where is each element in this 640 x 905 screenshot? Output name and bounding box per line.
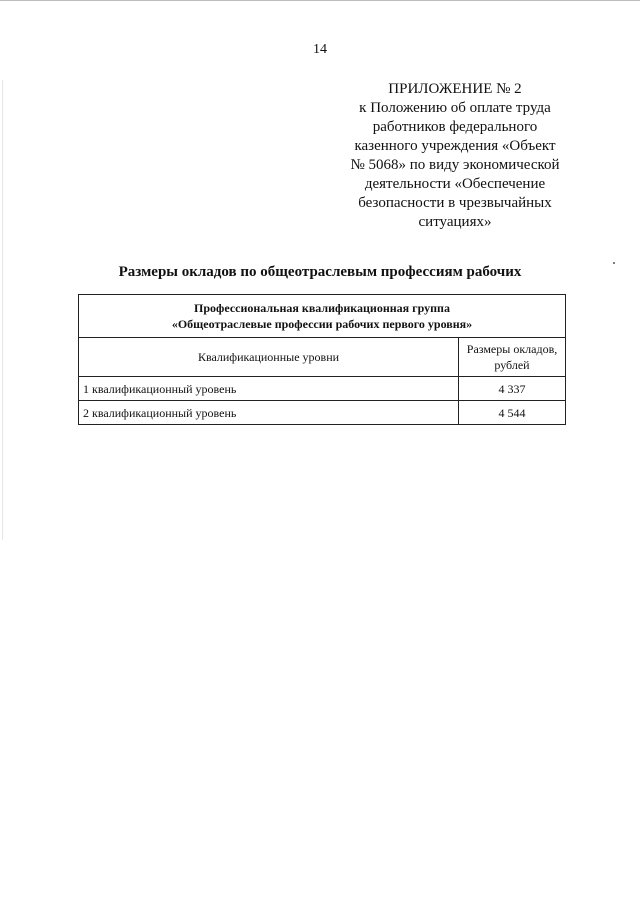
appendix-line: работников федерального — [372, 119, 538, 135]
appendix-line: деятельности «Обеспечение — [364, 176, 546, 192]
qualification-level-cell: 2 квалификационный уровень — [79, 401, 459, 425]
salary-table — [78, 294, 566, 425]
appendix-header — [340, 80, 570, 232]
salary-value-cell: 4 544 — [459, 401, 566, 425]
table-group-row — [79, 295, 566, 338]
group-heading-line: Профессиональная квалификационная группа — [194, 301, 450, 315]
table-row — [79, 401, 566, 425]
column-header-salary — [459, 338, 566, 377]
appendix-line: № 5068» по виду экономической — [350, 157, 560, 173]
salary-value-cell: 4 337 — [459, 377, 566, 401]
page-number: 14 — [313, 42, 327, 57]
column-header-salary-line: рублей — [494, 358, 530, 372]
column-header-levels: Квалификационные уровни — [79, 338, 459, 377]
qualification-level-cell: 1 квалификационный уровень — [79, 377, 459, 401]
scan-border-top — [0, 0, 640, 1]
scan-border-left — [2, 80, 3, 540]
appendix-line: казенного учреждения «Объект — [354, 138, 556, 154]
table-header-row — [79, 338, 566, 377]
appendix-line: ситуациях» — [418, 214, 492, 230]
group-heading-line: «Общеотраслевые профессии рабочих первого уровня» — [171, 317, 473, 331]
appendix-line: ПРИЛОЖЕНИЕ № 2 — [388, 81, 522, 97]
column-header-salary-line: Размеры окладов, — [466, 342, 558, 356]
appendix-line: к Положению об оплате труда — [359, 100, 551, 116]
table-title: Размеры окладов по общеотраслевым профессиям рабочих — [118, 264, 522, 280]
table-row — [79, 377, 566, 401]
appendix-line: безопасности в чрезвычайных — [358, 195, 552, 211]
group-heading-cell — [79, 295, 566, 338]
